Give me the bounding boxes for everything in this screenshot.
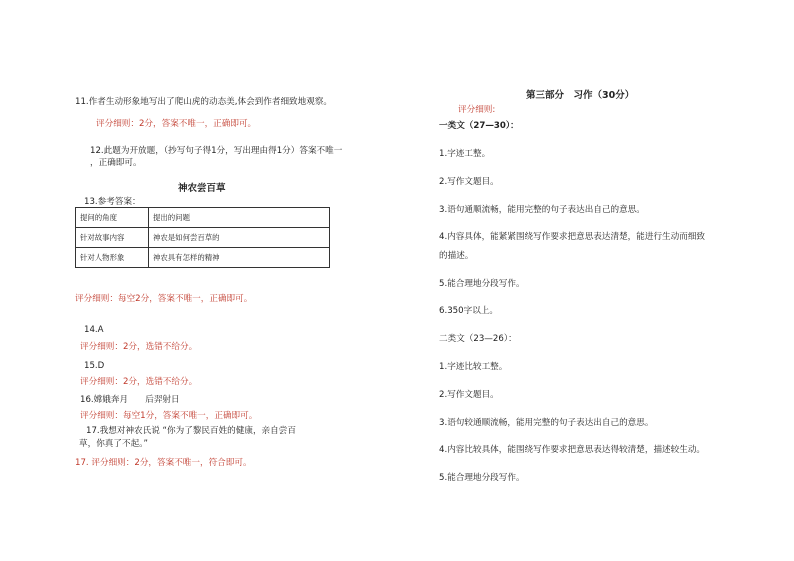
class1-item: 6.350字以上。 [439, 306, 498, 316]
class2-item: 1.字迹比较工整。 [439, 362, 508, 372]
class2-item: 2.写作文题目。 [439, 390, 499, 400]
q17-score-rule: 17. 评分细则：2分，答案不唯一，符合即可。 [75, 458, 252, 468]
score-rule-label: 评分细则: [458, 105, 496, 115]
q16-answer: 16.嫦娥奔月 后羿射日 [80, 395, 180, 405]
q13-score-rule: 评分细则：每空2分，答案不唯一，正确即可。 [75, 294, 253, 304]
class1-item: 3.语句通顺流畅，能用完整的句子表达出自己的意思。 [439, 205, 645, 215]
class2-title: 二类文（23—26）： [439, 334, 517, 344]
q17-answer-line2: 草，你真了不起。” [79, 439, 148, 449]
q12-answer-line1: 12.此题为开放题，（抄写句子得1分，写出理由得1分）答案不唯一 [90, 146, 343, 156]
class1-item: 1.字迹工整。 [439, 149, 491, 159]
part3-heading: 第三部分 习作（30分） [526, 90, 635, 101]
q15-score-rule: 评分细则：2分，选错不给分。 [80, 377, 198, 387]
q14-answer: 14.A [84, 325, 104, 335]
class2-item: 3.语句较通顺流畅，能用完整的句子表达出自己的意思。 [439, 418, 654, 428]
class2-item: 5.能合理地分段写作。 [439, 473, 525, 483]
table-cell: 神农是如何尝百草的 [149, 228, 330, 248]
table-row [76, 228, 330, 248]
table-cell: 提出的问题 [149, 208, 330, 228]
section-title: 神农尝百草 [178, 183, 226, 194]
class1-title: 一类文（27—30）： [439, 121, 519, 131]
table-row [76, 248, 330, 268]
class1-item: 的描述。 [439, 251, 474, 261]
class2-item: 4.内容比较具体，能围绕写作要求把意思表达得较清楚，描述较生动。 [439, 445, 706, 455]
class1-item: 5.能合理地分段写作。 [439, 279, 525, 289]
table-cell: 神农具有怎样的精神 [149, 248, 330, 268]
q16-score-rule: 评分细则：每空1分，答案不唯一，正确即可。 [80, 411, 258, 421]
class1-item: 4.内容具体，能紧紧围绕写作要求把意思表达清楚，能进行生动而细致 [439, 232, 706, 242]
q12-answer-line2: ，正确即可。 [90, 158, 142, 168]
q11-score-rule: 评分细则：2分，答案不唯一，正确即可。 [96, 119, 257, 129]
table-cell: 针对人物形象 [76, 248, 149, 268]
table-cell: 针对故事内容 [76, 228, 149, 248]
q14-score-rule: 评分细则：2分，选错不给分。 [80, 342, 198, 352]
q15-answer: 15.D [84, 361, 105, 371]
class1-item: 2.写作文题目。 [439, 177, 499, 187]
answer-table [75, 207, 330, 268]
q13-label: 13.参考答案： [84, 197, 141, 207]
q17-answer-line1: 17.我想对神农氏说 “你为了黎民百姓的健康，亲自尝百 [86, 426, 296, 436]
q11-answer: 11.作者生动形象地写出了爬山虎的动态美,体会到作者细致地观察。 [75, 97, 333, 107]
table-row [76, 208, 330, 228]
table-cell: 提问的角度 [76, 208, 149, 228]
